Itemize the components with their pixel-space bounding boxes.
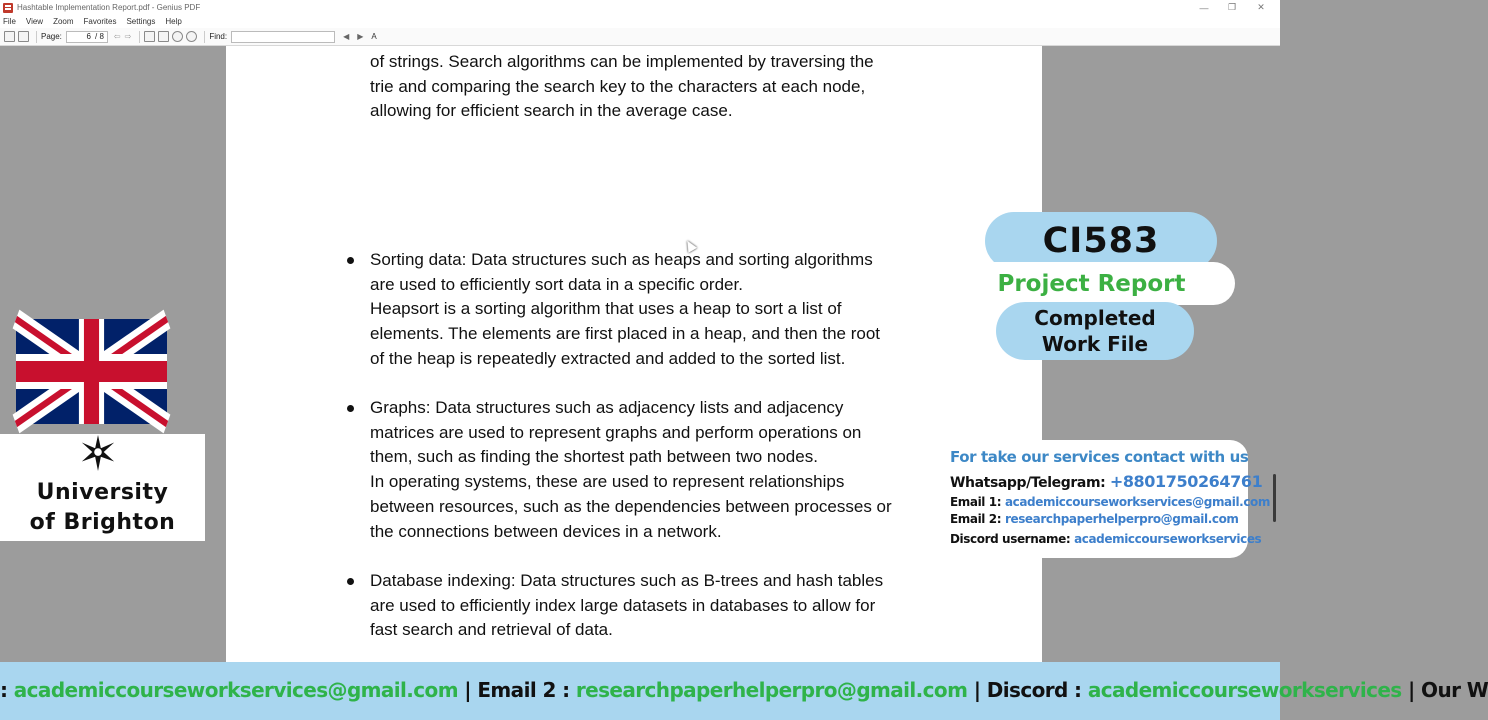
university-name-line2: of Brighton: [29, 510, 176, 535]
paragraph-line: are used to efficiently sort data in a specific order.: [370, 274, 743, 294]
toolbar-divider: [139, 31, 140, 43]
document-page: [226, 46, 1042, 662]
contact-panel: [941, 440, 1271, 558]
paragraph-line: them, such as finding the shortest path between two nodes.: [370, 447, 818, 467]
find-label: Find:: [209, 32, 228, 41]
paragraph-line: Sorting data: Data structures such as heaps and sorting algorithms: [370, 250, 873, 269]
completed-label: Completed: [1034, 306, 1156, 330]
ticker-email2[interactable]: researchpaperhelperpro@gmail.com: [575, 678, 968, 702]
toolbar: [0, 28, 1280, 46]
discord-username[interactable]: academiccourseworkservices: [1074, 532, 1262, 546]
ticker-text: [0, 678, 1488, 702]
previous-page-icon[interactable]: ⇦: [113, 32, 121, 41]
page-current: 6: [86, 32, 91, 41]
bullet-icon: [347, 257, 354, 264]
course-code: CI583: [1042, 221, 1160, 261]
ticker-discord[interactable]: academiccourseworkservices: [1087, 678, 1402, 702]
toolbar-divider: [204, 31, 205, 43]
page-number-input[interactable]: [66, 31, 108, 43]
completed-work-badge: [996, 302, 1194, 360]
paragraph-line: are used to efficiently index large datasets in databases to allow for: [370, 595, 876, 615]
bullet-graphs: [370, 396, 892, 544]
bullet-database-indexing: [370, 569, 883, 643]
contact-ticker: [0, 662, 1488, 720]
discord-row: [950, 532, 1261, 546]
paragraph-line: matrices are used to represent graphs and perform operations on: [370, 422, 862, 442]
paragraph-line: Database indexing: Data structures such as B-trees and hash tables: [370, 571, 884, 590]
open-file-icon[interactable]: [4, 31, 15, 42]
work-file-label: Work File: [1041, 332, 1149, 356]
toolbar-divider: [36, 31, 37, 43]
fit-page-icon[interactable]: [158, 31, 169, 42]
project-report-label: Project Report: [997, 270, 1186, 297]
whatsapp-label: Whatsapp/Telegram:: [950, 475, 1106, 491]
page-label: Page:: [41, 32, 62, 41]
close-button[interactable]: ✕: [1257, 2, 1265, 12]
paragraph-line: the connections between devices in a network.: [370, 521, 722, 541]
pdf-app-icon: [3, 3, 13, 13]
next-page-icon[interactable]: ⇨: [124, 32, 132, 41]
paragraph-line: trie and comparing the search key to the characters at each node,: [370, 76, 866, 96]
paragraph-line: fast search and retrieval of data.: [370, 620, 613, 640]
email2-label: Email 2:: [950, 512, 1002, 526]
email2-row: [950, 512, 1239, 526]
menu-bar: [0, 15, 1280, 28]
menu-settings[interactable]: Settings: [126, 17, 156, 26]
star-icon: [79, 434, 117, 472]
paragraph-line: allowing for efficient search in the average case.: [370, 101, 733, 121]
paragraph-line: In operating systems, these are used to represent relationships: [370, 472, 845, 492]
minimize-button[interactable]: —: [1199, 2, 1209, 13]
uk-flag-icon: [16, 319, 167, 424]
email1-link[interactable]: academiccourseworkservices@gmail.com: [1004, 495, 1271, 509]
paragraph-line: of the heap is repeatedly extracted and added to the sorted list.: [370, 348, 846, 368]
ticker-separator: :: [0, 678, 14, 702]
discord-label: Discord username:: [950, 532, 1071, 546]
menu-favorites[interactable]: Favorites: [83, 17, 117, 26]
contact-heading: For take our services contact with us: [950, 448, 1249, 466]
project-report-badge: [948, 262, 1235, 305]
menu-help[interactable]: Help: [165, 17, 182, 26]
menu-file[interactable]: File: [3, 17, 16, 26]
find-input[interactable]: [231, 31, 335, 43]
ticker-discord-label: | Discord :: [967, 678, 1088, 702]
zoom-out-icon[interactable]: [172, 31, 183, 42]
window-title: Hashtable Implementation Report.pdf - Genius PDF: [17, 3, 201, 12]
zoom-in-icon[interactable]: [186, 31, 197, 42]
page-total: / 8: [95, 32, 104, 41]
restore-button[interactable]: ❐: [1227, 2, 1237, 12]
menu-view[interactable]: View: [25, 17, 44, 26]
match-case-icon[interactable]: A: [371, 32, 377, 41]
university-name-line1: University: [36, 480, 169, 505]
whatsapp-number[interactable]: +8801750264761: [1109, 472, 1263, 491]
bullet-icon: [347, 578, 354, 585]
find-next-icon[interactable]: ▶: [357, 32, 364, 41]
paragraph-line: Graphs: Data structures such as adjacency lists and adjacency: [370, 398, 844, 417]
vertical-scrollbar[interactable]: [1268, 46, 1280, 662]
intro-paragraph: [370, 50, 874, 124]
paragraph-line: between resources, such as the dependencies between processes or: [370, 496, 892, 516]
ticker-email1[interactable]: academiccourseworkservices@gmail.com: [13, 678, 458, 702]
email1-label: Email 1:: [950, 495, 1002, 509]
bullet-sorting: [370, 248, 880, 372]
fit-width-icon[interactable]: [144, 31, 155, 42]
paragraph-line: of strings. Search algorithms can be implemented by traversing the: [370, 52, 874, 71]
ticker-tail: | Our W: [1401, 678, 1488, 702]
print-icon[interactable]: [18, 31, 29, 42]
bullet-icon: [347, 405, 354, 412]
find-previous-icon[interactable]: ◀: [343, 32, 350, 41]
scrollbar-thumb[interactable]: [1273, 474, 1276, 522]
university-logo: [0, 434, 205, 541]
paragraph-line: elements. The elements are first placed in a heap, and then the root: [370, 324, 880, 344]
menu-zoom[interactable]: Zoom: [53, 17, 74, 26]
paragraph-line: Heapsort is a sorting algorithm that uses a heap to sort a list of: [370, 299, 842, 319]
title-bar: [0, 0, 1280, 15]
email1-row: [950, 495, 1270, 509]
email2-link[interactable]: researchpaperhelperpro@gmail.com: [1004, 512, 1239, 526]
ticker-email2-label: | Email 2 :: [457, 678, 576, 702]
whatsapp-row: [950, 472, 1262, 491]
